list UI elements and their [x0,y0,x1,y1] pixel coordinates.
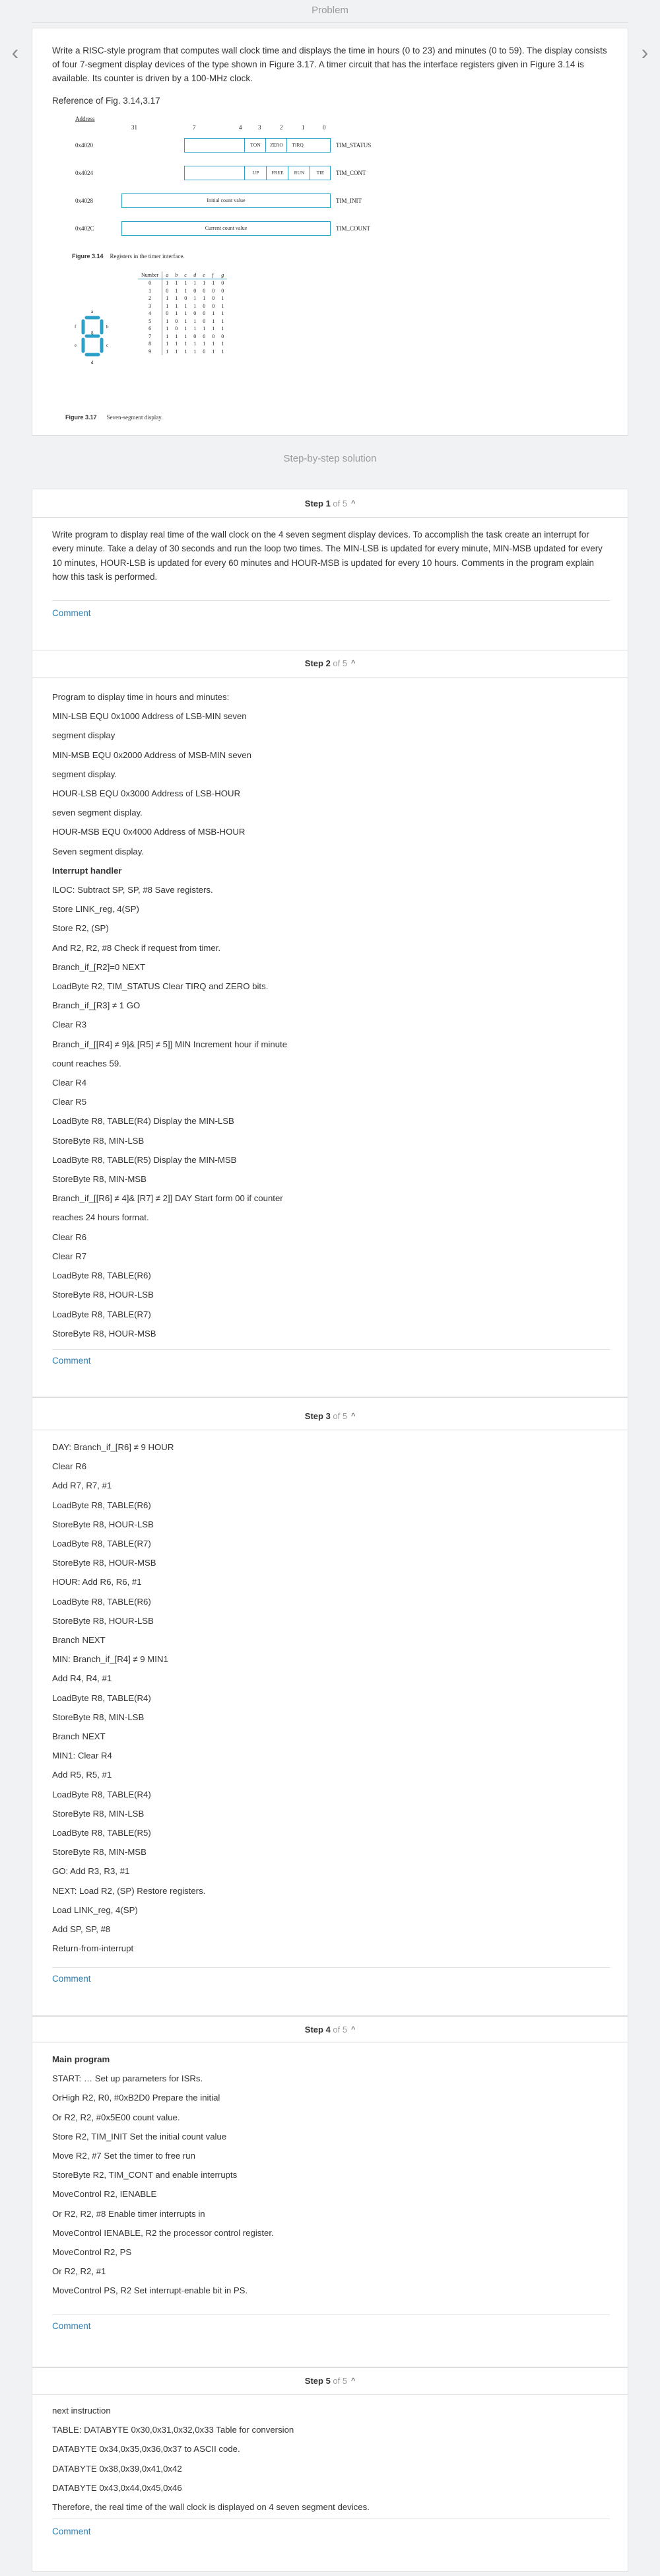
table-cell: 0 [184,295,187,301]
table-cell: 0 [175,326,178,331]
register-field: TIRQ [286,139,308,152]
table-cell: 1 [166,302,169,309]
step-line: Interrupt handler [52,865,122,876]
table-row [138,302,227,310]
step-label: Step 1 [304,499,331,508]
step-line: StoreByte R8, MIN-LSB [52,1808,145,1819]
step-content [52,1438,610,1958]
step-line: Clear R7 [52,1251,87,1261]
solution-title: Step-by-step solution [283,453,377,464]
bit-label: 1 [302,124,305,131]
table-cell: 8 [138,340,162,348]
step-line: LoadByte R2, TIM_STATUS Clear TIRQ and ZERO bits. [52,981,269,992]
register-field: UP [244,166,267,180]
step-line: segment display [52,730,116,741]
step-line: LoadByte R8, TABLE(R6) [52,1500,151,1510]
address-label: Address [75,116,95,122]
step-line: Branch NEXT [52,1635,106,1646]
register-box [184,138,331,153]
step-line: MIN: Branch_if_[R4] ≠ 9 MIN1 [52,1654,168,1665]
step-header[interactable] [32,658,628,668]
register-name: TIM_INIT [336,197,362,204]
step-line: MoveControl R2, PS [52,2247,132,2258]
register-address: 0x4020 [75,142,93,149]
register-box [184,166,331,180]
step-line: LoadByte R8, TABLE(R5) [52,1828,151,1838]
table-cell: 1 [221,326,224,331]
step-line: Store LINK_reg, 4(SP) [52,904,139,915]
step-count: of 5 [333,1411,348,1421]
step-divider [32,677,628,678]
table-cell: 1 [175,348,178,355]
page-title: Problem [312,5,348,16]
table-row [138,279,227,287]
table-cell: 0 [193,310,197,316]
chevron-up-icon[interactable]: ^ [351,1411,356,1421]
table-cell: 1 [166,348,169,355]
table-cell: 1 [138,287,162,295]
step-line: Branch_if_[[R4] ≠ 9]& [R5] ≠ 5]] MIN Increment hour if minute [52,1039,288,1049]
step-header[interactable] [32,2376,628,2386]
step-card-5 [32,2367,628,2572]
bit-label: 7 [193,124,196,131]
table-cell: 1 [203,295,206,301]
chevron-up-icon[interactable]: ^ [351,2376,356,2386]
step-line: Or R2, R2, #1 [52,2266,106,2277]
register-address: 0x4028 [75,197,93,204]
figure-3-14 [52,113,382,278]
table-cell: 9 [138,348,162,356]
table-cell: 1 [193,326,197,331]
step-line: Return-from-interrupt [52,1943,134,1954]
table-cell: 2 [138,295,162,302]
table-cell: 0 [212,295,215,301]
step-line: HOUR-LSB EQU 0x3000 Address of LSB-HOUR [52,788,241,799]
table-row [138,325,227,333]
step-line: LoadByte R8, TABLE(R7) [52,1309,151,1319]
register-field: RUN [288,166,310,180]
bit-label: 3 [258,124,261,131]
table-cell: 1 [184,333,187,339]
table-cell: 1 [221,302,224,309]
table-cell: 0 [203,348,206,355]
table-row [138,318,227,326]
step-divider [32,517,628,518]
table-cell: 1 [175,302,178,309]
step-count: of 5 [333,2376,348,2386]
step-line: StoreByte R8, MIN-MSB [52,1174,147,1185]
table-cell: 1 [166,318,169,324]
step-header[interactable] [32,2025,628,2035]
step-content [52,687,610,1343]
step-header[interactable] [32,499,628,508]
table-cell: 1 [166,333,169,339]
step-line: Clear R5 [52,1097,87,1107]
step-header[interactable] [32,1411,628,1421]
table-cell: 1 [212,318,215,324]
table-cell: 1 [184,287,187,294]
table-cell: 1 [221,341,224,347]
comment-link[interactable]: Comment [52,1356,91,1366]
table-cell: 1 [212,326,215,331]
step-line: StoreByte R8, HOUR-LSB [52,1290,154,1300]
step-line: Or R2, R2, #0x5E00 count value. [52,2112,180,2122]
step-line: LoadByte R8, TABLE(R4) Display the MIN-LSB [52,1116,234,1127]
register-name: TIM_CONT [336,170,366,176]
table-cell: 0 [138,279,162,287]
comment-divider [52,1349,610,1350]
table-cell: 1 [175,341,178,347]
table-cell: 1 [175,333,178,339]
step-line: Store R2, (SP) [52,923,109,934]
truth-table [138,271,227,355]
table-row [138,287,227,295]
step-line: Clear R3 [52,1020,87,1030]
step-line: NEXT: Load R2, (SP) Restore registers. [52,1885,206,1896]
step-line: StoreByte R8, HOUR-LSB [52,1615,154,1626]
table-cell: 3 [138,302,162,310]
step-line: Store R2, TIM_INIT Set the initial count value [52,2131,227,2141]
table-cell: 0 [193,333,197,339]
register-address: 0x402C [75,225,94,232]
step-line: Branch_if_[R3] ≠ 1 GO [52,1000,141,1011]
table-cell: 1 [175,287,178,294]
comment-link[interactable]: Comment [52,608,91,618]
table-cell: 1 [166,280,169,286]
step-line: Add R4, R4, #1 [52,1673,112,1684]
step-divider [32,2394,628,2395]
table-cell: 0 [203,302,206,309]
table-cell: 0 [175,318,178,324]
register-field: FREE [266,166,288,180]
step-line: StoreByte R8, HOUR-LSB [52,1519,154,1529]
step-line: Clear R4 [52,1078,87,1088]
table-cell: 0 [166,287,169,294]
table-header: d [190,271,199,279]
figure-3-17 [52,271,316,430]
step-count: of 5 [333,658,348,668]
step-line: DATABYTE 0x38,0x39,0x41,0x42 [52,2463,182,2474]
table-cell: 1 [193,341,197,347]
segment-label: a [91,309,94,314]
step-label: Step 3 [304,1411,331,1421]
table-cell: 1 [221,318,224,324]
step-line: LoadByte R8, TABLE(R6) [52,1271,151,1281]
table-cell: 1 [166,295,169,301]
segment-label: c [106,343,109,348]
step-line: MoveControl IENABLE, R2 the processor control register. [52,2227,274,2238]
comment-divider [52,600,610,601]
table-row [138,333,227,341]
table-cell: 0 [166,310,169,316]
chevron-up-icon[interactable]: ^ [351,658,356,668]
step-line: MoveControl R2, IENABLE [52,2189,157,2200]
step-line: HOUR-MSB EQU 0x4000 Address of MSB-HOUR [52,827,246,837]
step-line: MIN-LSB EQU 0x1000 Address of LSB-MIN seven [52,711,247,722]
step-line: Clear R6 [52,1232,87,1242]
table-cell: 1 [193,295,197,301]
step-line: LoadByte R8, TABLE(R6) [52,1596,151,1607]
step-line: Branch NEXT [52,1731,106,1742]
step-line: Or R2, R2, #8 Enable timer interrupts in [52,2208,205,2219]
table-cell: 1 [184,326,187,331]
table-cell: 0 [221,280,224,286]
header-divider [32,22,628,23]
step-line: StoreByte R8, HOUR-MSB [52,1328,156,1339]
segment-label: e [75,343,77,348]
step-card-2 [32,650,628,1397]
step-line: DATABYTE 0x43,0x44,0x45,0x46 [52,2482,182,2493]
table-cell: 1 [184,280,187,286]
step-line: StoreByte R8, MIN-LSB [52,1712,145,1722]
table-cell: 0 [203,310,206,316]
table-row [138,348,227,356]
table-cell: 1 [184,348,187,355]
problem-reference: Reference of Fig. 3.14,3.17 [52,96,160,106]
table-cell: 1 [221,310,224,316]
table-cell: 1 [212,310,215,316]
segment-label: d [91,360,94,365]
step-line: StoreByte R2, TIM_CONT and enable interrupts [52,2170,238,2180]
table-header: Number [138,271,162,279]
register-field: TON [244,139,266,152]
table-cell: 7 [138,333,162,341]
step-line: GO: Add R3, R3, #1 [52,1866,130,1877]
table-header: b [172,271,181,279]
problem-text: Write a RISC-style program that computes wall clock time and displays the time in hours (0 to 23) and minutes (0 to 59). The display consists of four 7-segment display devices of the type shown in Figure 3.17. A timer circuit that has the interface registers given in Figure 3.14 is available. Its counter is driven by a 100-MHz clock. [52,46,607,83]
table-cell: 1 [166,341,169,347]
segment-label: f [75,324,77,330]
bit-label: 2 [280,124,283,131]
table-cell: 1 [193,302,197,309]
step-line: MoveControl PS, R2 Set interrupt-enable bit in PS. [52,2285,248,2296]
table-header: c [181,271,190,279]
table-cell: 0 [193,287,197,294]
step-line: Add SP, SP, #8 [52,1924,111,1935]
table-header: e [199,271,209,279]
step-line: next instruction [52,2406,111,2416]
step-line: Clear R6 [52,1461,87,1472]
register-field: TIE [310,166,331,180]
step-line: count reaches 59. [52,1058,121,1068]
table-cell: 1 [221,295,224,301]
table-cell: 1 [175,280,178,286]
bit-label: 31 [131,124,137,131]
caption-text: Seven-segment display. [106,414,163,421]
caption-text: Registers in the timer interface. [110,253,185,260]
step-line: LoadByte R8, TABLE(R7) [52,1539,151,1549]
step-content [52,528,610,584]
step-label: Step 4 [304,2025,331,2035]
comment-link[interactable]: Comment [52,2526,91,2536]
segment-label: g [91,330,94,335]
chevron-up-icon[interactable]: ^ [351,499,356,508]
figure-caption [65,414,162,421]
step-line: Branch_if_[[R6] ≠ 4]& [R7] ≠ 2]] DAY Start form 00 if counter [52,1193,283,1204]
step-label: Step 5 [304,2376,331,2386]
table-cell: 1 [203,326,206,331]
table-cell: 1 [212,348,215,355]
table-row [138,295,227,302]
table-cell: 0 [221,333,224,339]
step-line: Add R5, R5, #1 [52,1770,112,1780]
table-cell: 1 [166,326,169,331]
step-line: START: … Set up parameters for ISRs. [52,2073,203,2084]
table-cell: 1 [203,280,206,286]
table-cell: 0 [203,318,206,324]
step-line: Load LINK_reg, 4(SP) [52,1904,138,1915]
table-cell: 1 [184,341,187,347]
seven-segment-diagram [60,304,119,377]
step-line: reaches 24 hours format. [52,1212,149,1223]
step-line: Move R2, #7 Set the timer to free run [52,2151,195,2161]
step-line: HOUR: Add R6, R6, #1 [52,1577,142,1587]
register-field: ZERO [265,139,287,152]
table-cell: 1 [184,302,187,309]
step-line: LoadByte R8, TABLE(R5) Display the MIN-MSB [52,1154,237,1165]
table-header: f [209,271,218,279]
chevron-up-icon[interactable]: ^ [351,2025,356,2035]
step-line: MIN1: Clear R4 [52,1751,112,1761]
step-count: of 5 [333,2025,348,2035]
table-cell: 1 [184,318,187,324]
table-cell: 1 [212,341,215,347]
step-line: StoreByte R8, HOUR-MSB [52,1558,156,1568]
comment-link[interactable]: Comment [52,2321,91,2331]
step-line: DATABYTE 0x34,0x35,0x36,0x37 to ASCII code. [52,2444,240,2454]
table-cell: 0 [203,287,206,294]
caption-number: Figure 3.14 [72,253,104,260]
step-line: TABLE: DATABYTE 0x30,0x31,0x32,0x33 Table for conversion [52,2425,294,2435]
step-line: Main program [52,2054,110,2064]
table-cell: 1 [175,310,178,316]
step-line: Write program to display real time of the wall clock on the 4 seven segment display devices. To accomplish the task create an interrupt for every minute. Take a delay of 30 seconds and run the loop two times. The MIN-LSB is updated for every minute, MIN-MSB updated for every 10 minutes, HOUR-LSB is updated for every 60 minutes and HOUR-MSB is updated for every 10 hours. Comments in the program explain how this task is performed. [52,530,603,582]
step-line: Program to display time in hours and minutes: [52,692,230,702]
step-line: segment display. [52,769,117,779]
table-cell: 5 [138,318,162,326]
step-line: DAY: Branch_if_[R6] ≠ 9 HOUR [52,1442,174,1452]
register-address: 0x4024 [75,170,93,176]
table-row [138,340,227,348]
chevron-right-icon[interactable]: › [641,40,649,64]
figure-caption [72,253,185,260]
step-card-4 [32,2016,628,2367]
step-line: LoadByte R8, TABLE(R4) [52,1692,151,1703]
table-cell: 1 [184,310,187,316]
table-cell: 4 [138,310,162,318]
step-line: seven segment display. [52,808,143,818]
table-cell: 1 [221,348,224,355]
table-cell: 0 [203,333,206,339]
step-content [52,2050,610,2301]
register-box: Current count value [121,221,331,236]
step-line: And R2, R2, #8 Check if request from timer. [52,942,221,953]
step-line: Add R7, R7, #1 [52,1480,112,1491]
table-cell: 0 [212,302,215,309]
table-cell: 1 [175,295,178,301]
caption-number: Figure 3.17 [65,414,97,421]
register-name: TIM_COUNT [336,225,370,232]
comment-divider [52,1967,610,1968]
step-line: MIN-MSB EQU 0x2000 Address of MSB-MIN seven [52,749,251,760]
comment-link[interactable]: Comment [52,1974,91,1984]
table-cell: 1 [193,318,197,324]
table-cell: 6 [138,325,162,333]
bit-label: 4 [239,124,242,131]
step-line: StoreByte R8, MIN-LSB [52,1135,145,1146]
step-line: ILOC: Subtract SP, SP, #8 Save registers. [52,885,213,895]
step-line: Therefore, the real time of the wall clock is displayed on 4 seven segment devices. [52,2502,370,2513]
step-label: Step 2 [304,658,331,668]
table-cell: 1 [193,280,197,286]
step-line: LoadByte R8, TABLE(R4) [52,1789,151,1799]
table-cell: 0 [212,287,215,294]
table-row [138,310,227,318]
chevron-left-icon[interactable]: ‹ [11,40,19,64]
step-line: Seven segment display. [52,846,145,856]
table-header: g [218,271,227,279]
table-cell: 0 [212,333,215,339]
step-line: OrHigh R2, R0, #0xB2D0 Prepare the initial [52,2093,220,2103]
bit-label: 0 [323,124,326,131]
segment-table [138,271,227,355]
problem-card [32,28,628,436]
table-cell: 1 [203,341,206,347]
register-name: TIM_STATUS [336,142,372,149]
table-cell: 1 [212,280,215,286]
register-box: Initial count value [121,193,331,208]
step-card-3 [32,1397,628,2016]
step-line: StoreByte R8, MIN-MSB [52,1847,147,1858]
segment-label: b [106,324,109,330]
step-line: Branch_if_[R2]=0 NEXT [52,961,146,972]
step-card-1 [32,489,628,658]
table-cell: 0 [221,287,224,294]
table-cell: 1 [193,348,197,355]
step-content [52,2401,610,2517]
table-header: a [162,271,172,279]
step-count: of 5 [333,499,348,508]
